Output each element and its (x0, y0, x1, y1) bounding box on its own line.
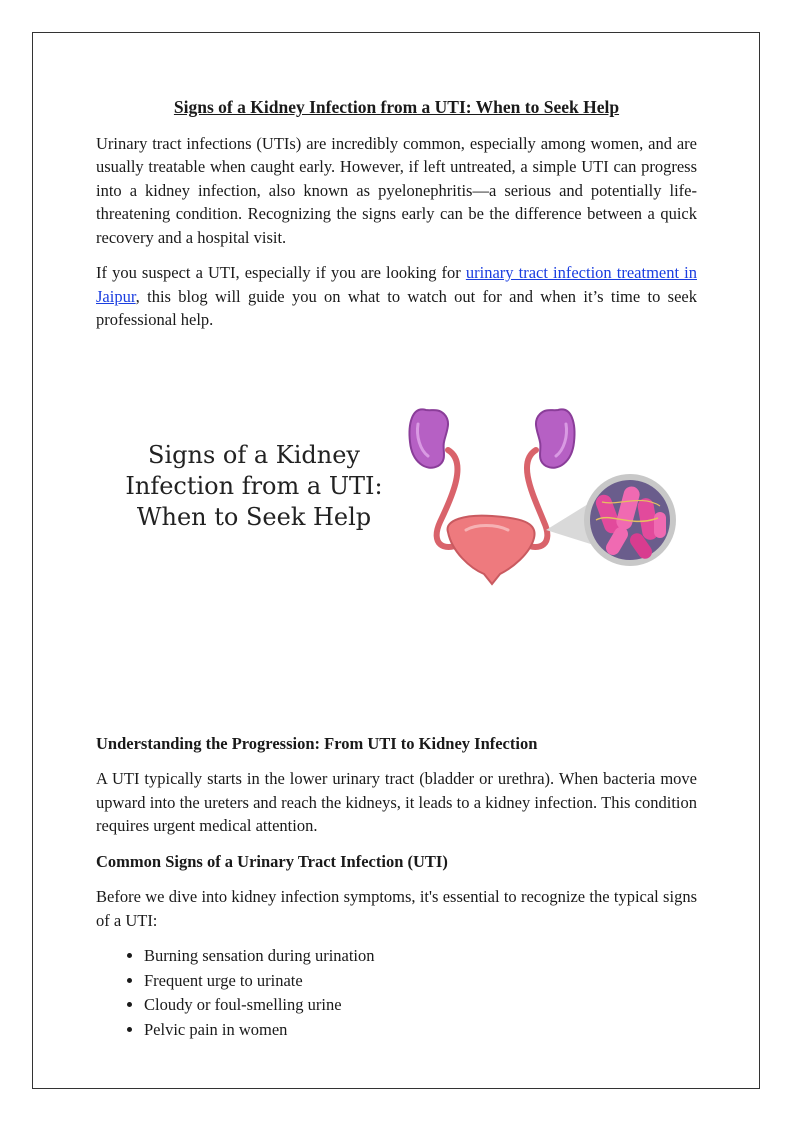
section-heading-common-signs: Common Signs of a Urinary Tract Infection (UTI) (96, 851, 448, 871)
right-kidney-icon (536, 409, 575, 467)
intro-paragraph-2-text-after: , this blog will guide you on what to watch out for and when it’s time to seek professional help. (96, 286, 697, 329)
section-heading-progression: Understanding the Progression: From UTI to Kidney Infection (96, 733, 538, 753)
banner-line-3: When to Seek Help (136, 502, 372, 531)
list-item: • Cloudy or foul-smelling urine (144, 993, 697, 1018)
document-body (96, 92, 697, 1042)
banner-line-1: Signs of a Kidney (148, 440, 360, 469)
treatment-jaipur-link[interactable]: urinary tract infection treatment in Jaipur (96, 263, 697, 306)
list-item: • Burning sensation during urination (144, 944, 697, 969)
left-kidney-icon (410, 409, 449, 467)
list-item: • Frequent urge to urinate (144, 969, 697, 994)
article-banner-image (96, 402, 697, 672)
uti-signs-list (96, 944, 697, 1042)
progression-paragraph: A UTI typically starts in the lower urinary tract (bladder or urethra). When bacteria move upward into the ureters and reach the kidneys, it leads to a kidney infection. This condition requires urgent medical attention. (96, 769, 697, 835)
list-item: • Pelvic pain in women (144, 1018, 697, 1043)
intro-paragraph-2 (96, 261, 697, 332)
common-signs-intro: Before we dive into kidney infection symptoms, it's essential to recognize the typical signs of a UTI: (96, 887, 697, 930)
intro-paragraph-2-text-before: If you suspect a UTI, especially if you are looking for (96, 263, 466, 282)
banner-line-2: Infection from a UTI: (125, 471, 383, 500)
page-title: Signs of a Kidney Infection from a UTI: When to Seek Help (173, 97, 620, 117)
banner-caption (124, 440, 384, 533)
urinary-tract-illustration (396, 402, 696, 602)
intro-paragraph-1: Urinary tract infections (UTIs) are incredibly common, especially among women, and are usually treatable when caught early. However, if left untreated, a simple UTI can progress into a kidney infection, also known as pyelonephritis—a serious and potentially life-threatening condition. Recognizing the signs early can be the difference between a quick recovery and a hospital visit. (96, 133, 697, 247)
